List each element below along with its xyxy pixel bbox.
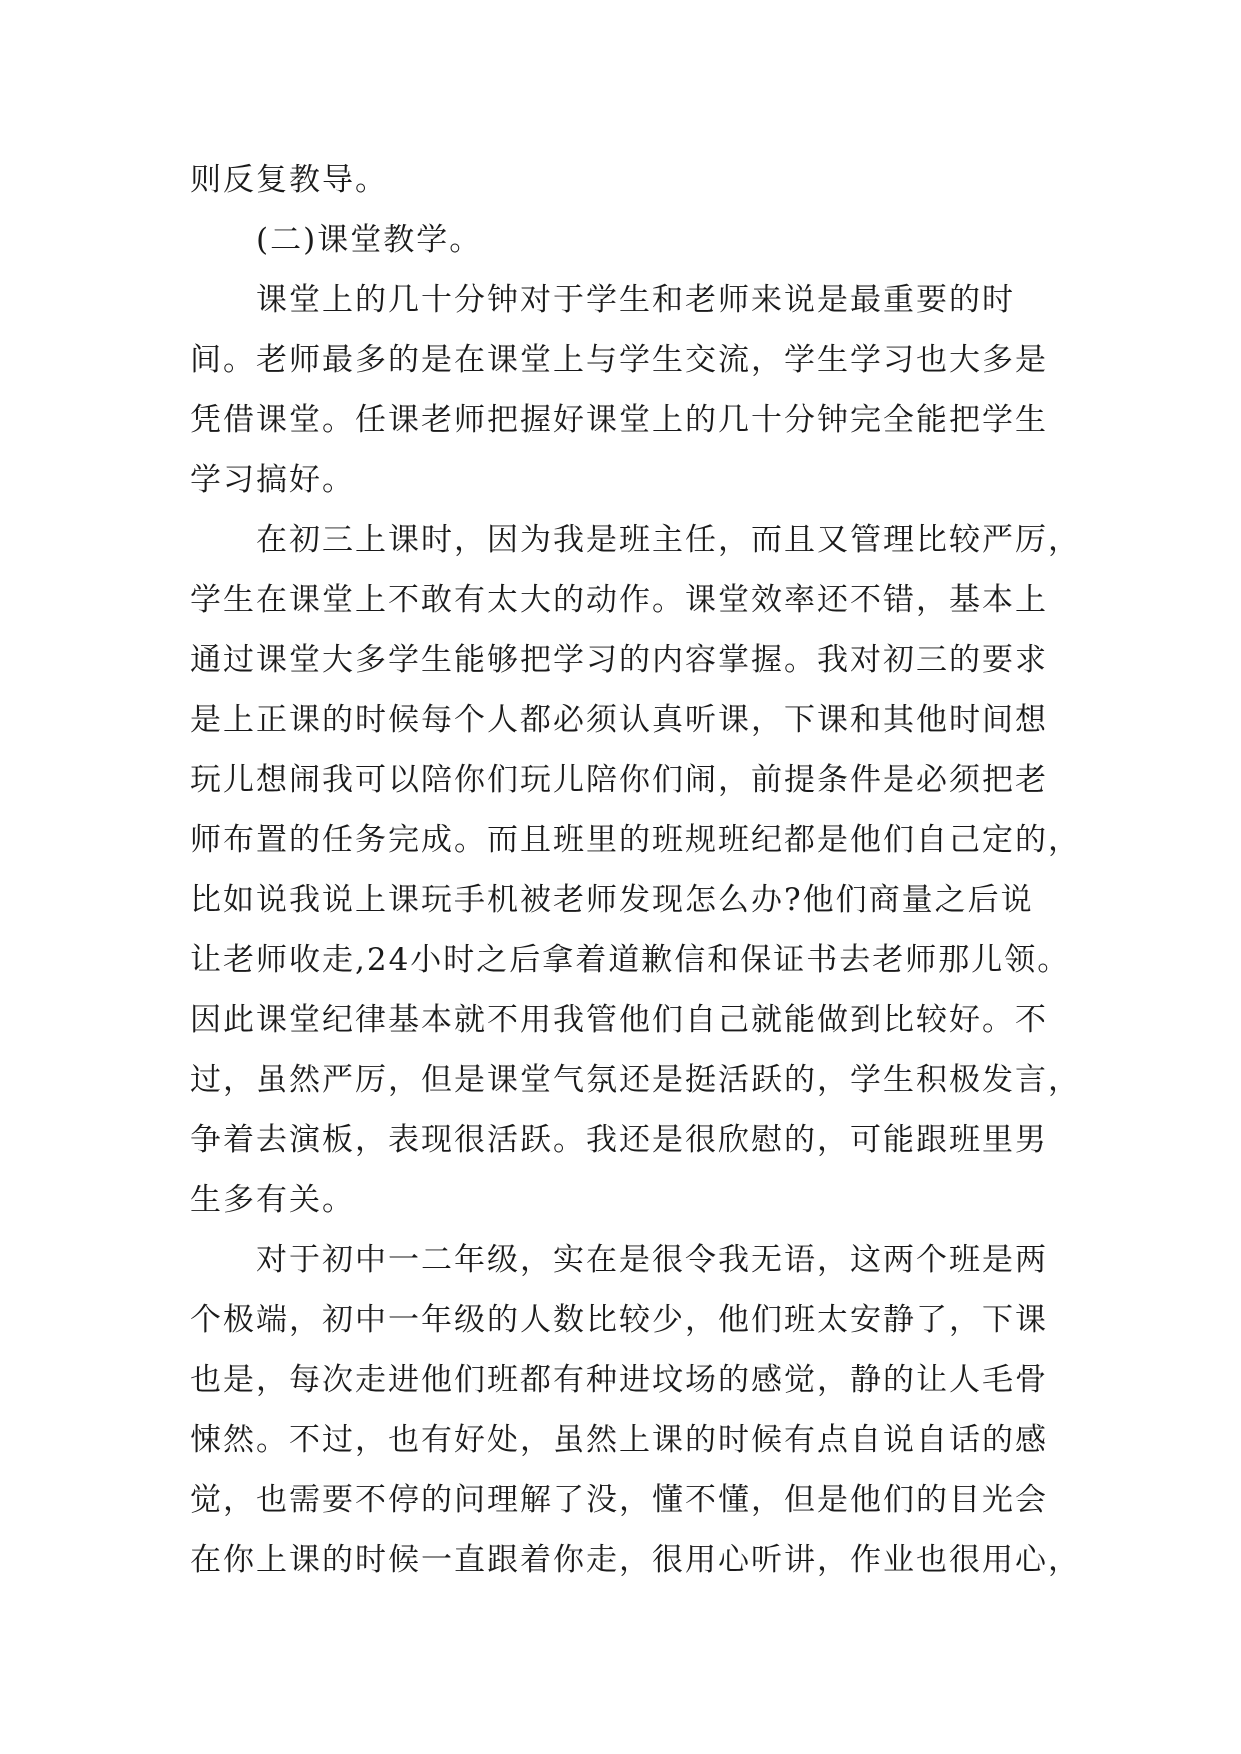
text-line: 觉，也需要不停的问理解了没，懂不懂，但是他们的目光会 [190,1482,1048,1518]
text-line: 让老师收走,24小时之后拿着道歉信和保证书去老师那儿领。 [190,942,1071,978]
text-line: 个极端，初中一年级的人数比较少，他们班太安静了，下课 [190,1302,1048,1338]
text-line: 通过课堂大多学生能够把学习的内容掌握。我对初三的要求 [190,642,1048,678]
text-line: 是上正课的时候每个人都必须认真听课，下课和其他时间想 [190,702,1048,738]
text-line: 过，虽然严厉，但是课堂气氛还是挺活跃的，学生积极发言， [190,1062,1081,1098]
text-line: (二)课堂教学。 [256,222,483,258]
text-line: 间。老师最多的是在课堂上与学生交流，学生学习也大多是 [190,342,1048,378]
text-line: 争着去演板，表现很活跃。我还是很欣慰的，可能跟班里男 [190,1122,1048,1158]
text-line: 凭借课堂。任课老师把握好课堂上的几十分钟完全能把学生 [190,402,1048,438]
text-line: 玩儿想闹我可以陪你们玩儿陪你们闹，前提条件是必须把老 [190,762,1048,798]
text-line: 课堂上的几十分钟对于学生和老师来说是最重要的时 [256,282,1015,318]
text-line: 师布置的任务完成。而且班里的班规班纪都是他们自己定的， [190,822,1081,858]
section-heading-classroom-teaching [190,210,1050,270]
paragraph-1 [190,150,1050,210]
text-line: 生多有关。 [190,1182,355,1218]
paragraph-4 [190,510,1081,1230]
text-line: 悚然。不过，也有好处，虽然上课的时候有点自说自话的感 [190,1422,1048,1458]
text-line: 因此课堂纪律基本就不用我管他们自己就能做到比较好。不 [190,1002,1048,1038]
text-line: 对于初中一二年级，实在是很令我无语，这两个班是两 [256,1242,1048,1278]
paragraph-5 [190,1230,1081,1590]
text-line: 则反复教导。 [190,162,388,198]
text-line: 也是，每次走进他们班都有种进坟场的感觉，静的让人毛骨 [190,1362,1048,1398]
text-line: 学生在课堂上不敢有太大的动作。课堂效率还不错，基本上 [190,582,1048,618]
paragraph-3 [190,270,1050,510]
text-line: 学习搞好。 [190,462,355,498]
text-line: 在初三上课时，因为我是班主任，而且又管理比较严厉， [256,522,1081,558]
text-line: 在你上课的时候一直跟着你走，很用心听讲，作业也很用心， [190,1542,1081,1578]
document-body [190,150,1081,1590]
text-line: 比如说我说上课玩手机被老师发现怎么办?他们商量之后说 [190,882,1034,918]
